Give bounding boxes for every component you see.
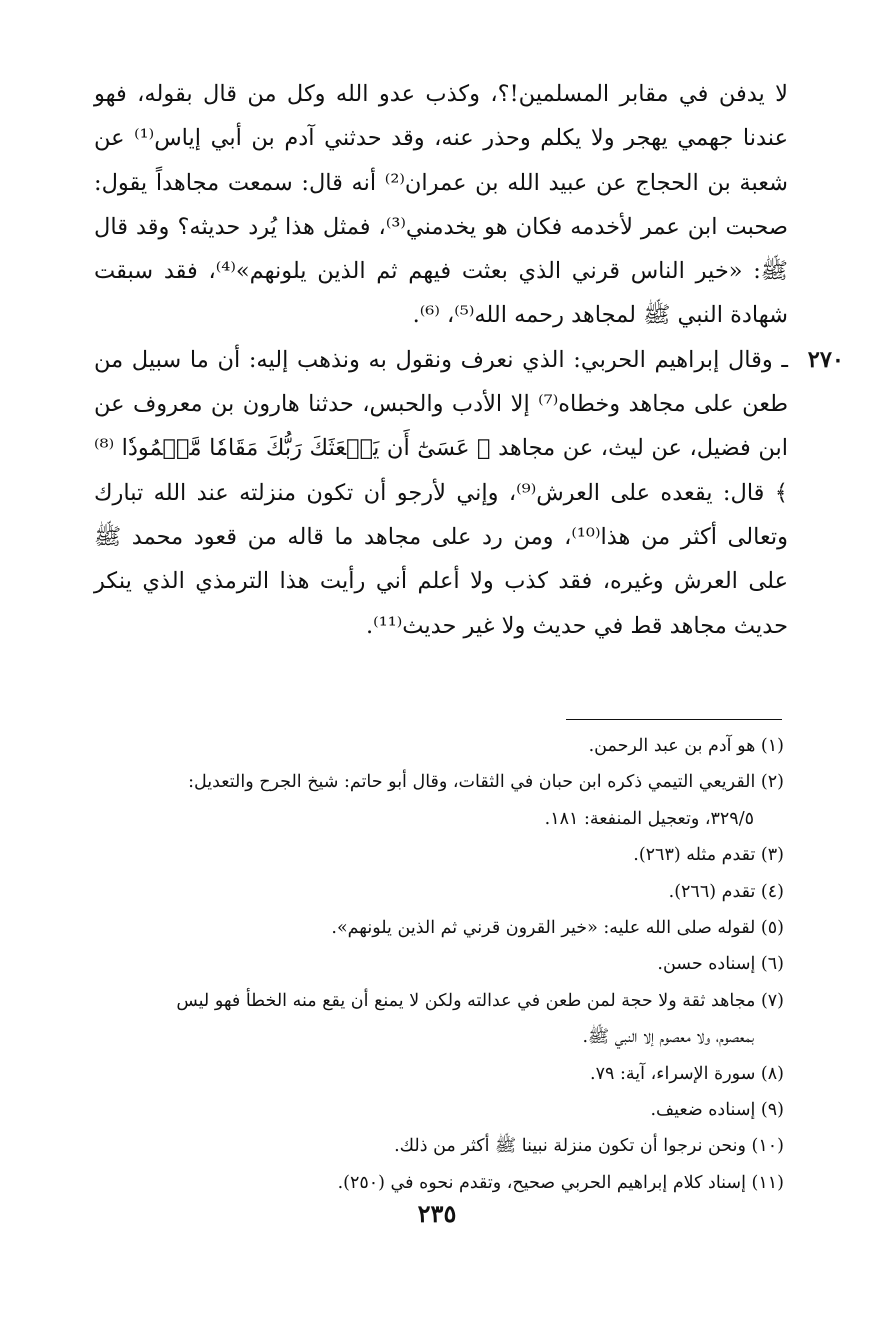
footnote-continuation: بمعصوم، ولا معصوم إلا النبي ﷺ. [582, 1027, 754, 1048]
footnote: (١) هو آدم بن عبد الرحمن. [588, 736, 784, 756]
hadith-paragraph [94, 338, 844, 648]
footnote-divider [566, 719, 782, 720]
footnote: (٢) القريعي التيمي ذكره ابن حبان في الثقات، وقال أبو حاتم: شيخ الجرح والتعديل: [188, 772, 784, 793]
text-line: ما سبيل من طعن على مجاهد وخطاه⁽⁷⁾ إلا الأدب والحبس، حدثنا [94, 346, 789, 418]
text-line: لأرجو أن تكون منزلته عند الله تبارك وتعالى أكثر من هذا⁽¹⁰⁾، ومن رد [94, 479, 788, 550]
text-line: ولا أعلم أني رأيت هذا الترمذي الذي ينكر حديث مجاهد قط في [94, 568, 788, 639]
main-text [94, 72, 844, 648]
text-line: على مجاهد ما قاله من قعود محمد ﷺ على العرش وغيره، فقد كذب [94, 523, 788, 595]
paragraph-continuation [94, 72, 788, 338]
text-line: يَبۡعَثَكَ رَبُّكَ مَقَامٗا مَّحۡمُودٗا ⁽⁸⁾ ﴾ قال: يقعده على العرش⁽⁹⁾، وإني [94, 435, 788, 506]
text-line: حديث ولا غير حديث⁽¹¹⁾. [366, 612, 587, 639]
text-line: سمعت مجاهداً يقول: صحبت ابن عمر لأخدمه فكان هو [94, 169, 788, 240]
footnote: (٤) تقدم (٢٦٦). [668, 881, 784, 902]
footnote: (٣) تقدم مثله (٢٦٣). [633, 845, 784, 866]
text-line: أبي إياس⁽¹⁾ عن شعبة بن الحجاج عن عبيد الله بن عمران⁽²⁾ أنه قال: [94, 125, 788, 196]
text-line: لا يدفن في مقابر المسلمين!؟، وكذب عدو الله وكل من قال بقوله، [137, 81, 788, 107]
footnote: (٥) لقوله صلى الله عليه: «خير القرون قرني ثم الذين يلونهم». [331, 918, 784, 939]
text-line: فهو عندنا جهمي يهجر ولا يكلم وحذر عنه، وقد حدثني آدم بن [94, 81, 789, 152]
text-line: هارون بن معروف عن ابن فضيل، عن ليث، عن مجاهد ﴿ عَسَىٰٓ أَن [94, 391, 788, 462]
footnote: (١١) إسناد كلام إبراهيم الحربي صحيح، وتقدم نحوه في (٢٥٠). [337, 1172, 784, 1193]
footnote-continuation: ٣٢٩/٥، وتعجيل المنفعة: ١٨١. [544, 808, 754, 829]
footnote: (١٠) ونحن نرجوا أن تكون منزلة نبينا ﷺ أكثر من ذلك. [394, 1136, 784, 1157]
footnote: (٩) إسناده ضعيف. [650, 1100, 784, 1121]
hadith-number: ٢٧٠ [807, 346, 844, 373]
footnote: (٨) سورة الإسراء، آية: ٧٩. [590, 1063, 784, 1084]
footnote: (٦) إسناده حسن. [657, 954, 784, 975]
page-number: ٢٣٥ [417, 1199, 457, 1228]
footnotes [90, 728, 784, 1201]
text-line: لمجاهد رحمه الله⁽⁵⁾، ⁽⁶⁾. [412, 302, 637, 329]
text-line: الذي بعثت فيهم ثم الذين يلونهم»⁽⁴⁾، فقد سبقت شهادة النبي ﷺ [94, 258, 788, 329]
text-line: ـ وقال إبراهيم الحربي: الذي نعرف ونقول به ونذهب إليه: أن [217, 346, 788, 373]
text-line: يخدمني⁽³⁾، فمثل هذا يُرد حديثه؟ وقد قال ﷺ: «خير الناس قرني [94, 213, 788, 285]
footnote: (٧) مجاهد ثقة ولا حجة لمن طعن في عدالته ولكن لا يمنع أن يقع منه الخطأ فهو ليس [176, 990, 784, 1011]
